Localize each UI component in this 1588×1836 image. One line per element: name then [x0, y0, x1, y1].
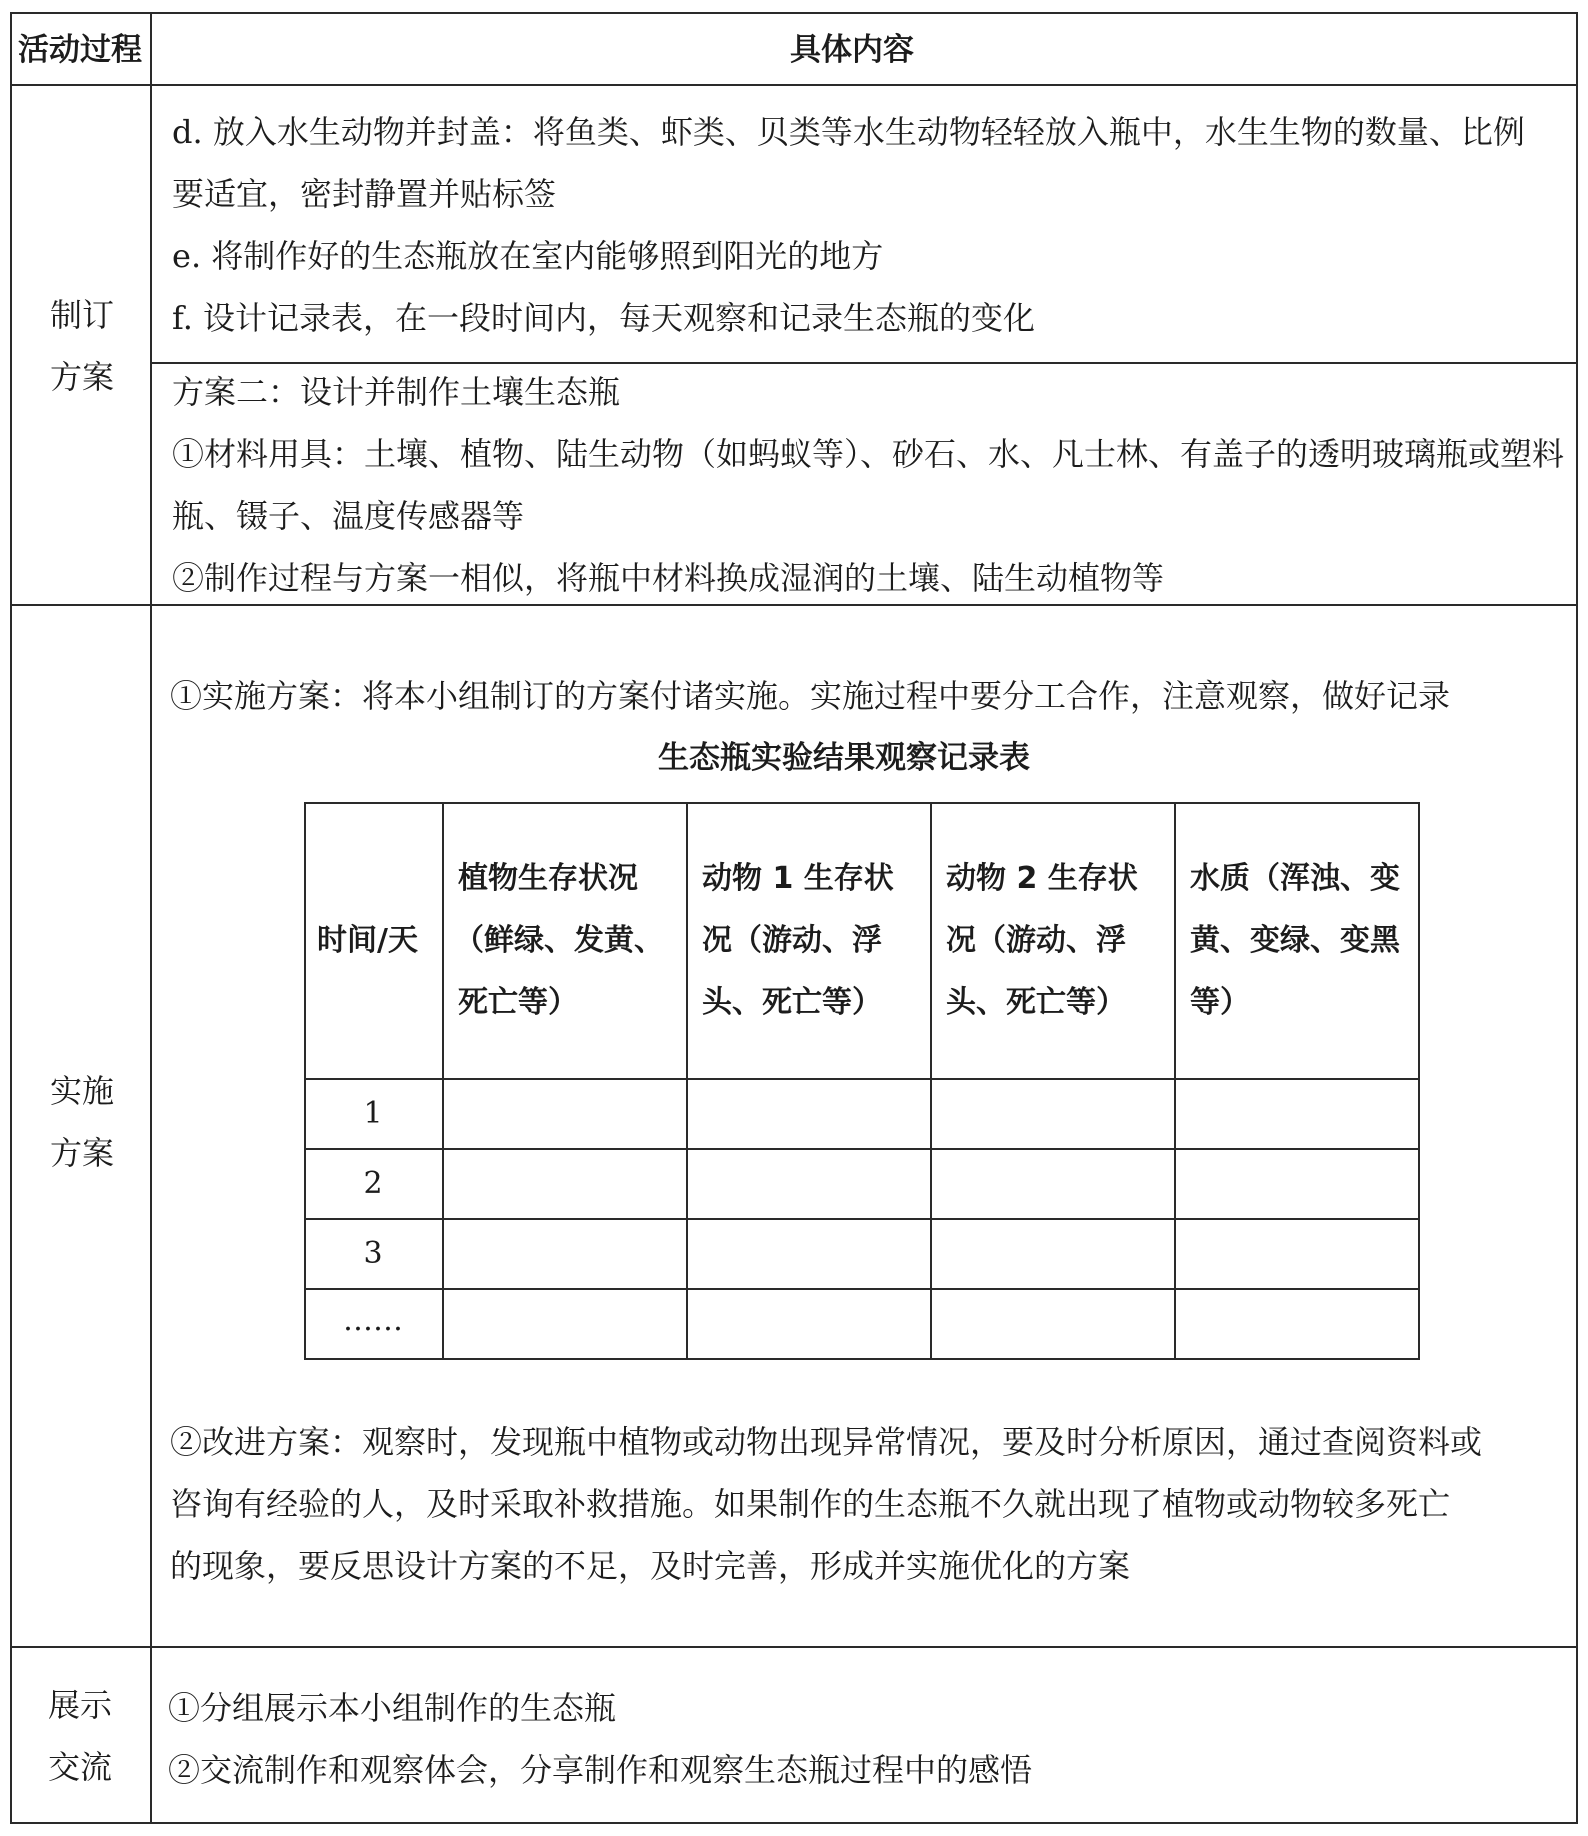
section-label-plan-line2: 方案 [49, 358, 114, 396]
section-label-implement [12, 1060, 152, 1184]
column-header-water-line: 黄、变绿、变黑 [1190, 923, 1400, 958]
table-row-day: 3 [363, 1236, 383, 1271]
section-label-plan-line1: 制订 [49, 296, 114, 334]
column-header-animal2-line: 动物 2 生存状 [946, 861, 1138, 896]
improve-text-line: 的现象，要反思设计方案的不足，及时完善，形成并实施优化的方案 [170, 1547, 1131, 1585]
share-text-line: ②交流制作和观察体会，分享制作和观察生态瓶过程中的感悟 [168, 1751, 1033, 1789]
header-specific-content: 具体内容 [790, 32, 914, 68]
table-row-day: …… [343, 1303, 403, 1338]
implement-intro: ①实施方案：将本小组制订的方案付诸实施。实施过程中要分工合作，注意观察，做好记录 [170, 677, 1451, 715]
header-activity-process: 活动过程 [18, 32, 142, 68]
record-table-vline [930, 802, 932, 1360]
column-header-plant-line: （鲜绿、发黄、 [454, 923, 664, 958]
improve-text-line: 咨询有经验的人，及时采取补救措施。如果制作的生态瓶不久就出现了植物或动物较多死亡 [170, 1485, 1451, 1523]
column-header-time: 时间/天 [317, 923, 418, 958]
plan-text-line: d. 放入水生动物并封盖：将鱼类、虾类、贝类等水生动物轻轻放入瓶中，水生生物的数量、比例 [172, 113, 1525, 151]
record-table-hline [304, 1288, 1420, 1290]
plan-two-line: 瓶、镊子、温度传感器等 [172, 497, 525, 535]
column-header-plant-line: 植物生存状况 [458, 861, 638, 896]
plan-text-line: f. 设计记录表，在一段时间内，每天观察和记录生态瓶的变化 [172, 299, 1036, 337]
plan-two-line: ①材料用具：土壤、植物、陆生动物（如蚂蚁等）、砂石、水、凡士林、有盖子的透明玻璃瓶或塑料 [172, 435, 1565, 473]
table-row-day: 1 [363, 1096, 383, 1131]
column-header-animal1-line: 头、死亡等） [702, 985, 882, 1020]
improve-text-line: ②改进方案：观察时，发现瓶中植物或动物出现异常情况，要及时分析原因，通过查阅资料或 [170, 1423, 1483, 1461]
outer-border-bottom [10, 1822, 1578, 1824]
record-table-hline [304, 1078, 1420, 1080]
section-divider-plan [10, 604, 1578, 606]
record-table-hline [304, 1218, 1420, 1220]
plan-two-line: ②制作过程与方案一相似，将瓶中材料换成湿润的土壤、陆生动植物等 [172, 559, 1165, 597]
column-header-water-line: 等） [1190, 985, 1250, 1020]
plan-text-line: 要适宜，密封静置并贴标签 [172, 175, 557, 213]
column-header-animal2-line: 头、死亡等） [946, 985, 1126, 1020]
plan-text-line: e. 将制作好的生态瓶放在室内能够照到阳光的地方 [172, 237, 884, 275]
plan-subdivider [150, 362, 1578, 364]
outer-border-right [1576, 12, 1578, 1824]
section-label-share-line1: 展示 [47, 1686, 112, 1724]
plan-two-title: 方案二：设计并制作土壤生态瓶 [172, 373, 621, 411]
section-label-share [10, 1674, 150, 1798]
column-header-animal1-line: 况（游动、浮 [702, 923, 882, 958]
record-table-vline [442, 802, 444, 1360]
column-header-animal2-line: 况（游动、浮 [946, 923, 1126, 958]
section-label-share-line2: 交流 [47, 1748, 112, 1786]
record-table-vline [1174, 802, 1176, 1360]
section-label-implement-line1: 实施 [49, 1072, 114, 1110]
column-header-plant-line: 死亡等） [458, 985, 578, 1020]
table-row-day: 2 [363, 1166, 383, 1201]
record-table-hline [304, 1148, 1420, 1150]
outer-border-top [10, 12, 1578, 14]
header-divider [10, 84, 1578, 86]
column-header-water-line: 水质（浑浊、变 [1190, 861, 1400, 896]
share-text-line: ①分组展示本小组制作的生态瓶 [168, 1689, 617, 1727]
record-table-vline [686, 802, 688, 1360]
section-label-plan [12, 284, 152, 408]
section-label-implement-line2: 方案 [49, 1134, 114, 1172]
column-header-animal1-line: 动物 1 生存状 [702, 861, 894, 896]
section-divider-implement [10, 1646, 1578, 1648]
record-table-title: 生态瓶实验结果观察记录表 [658, 740, 1030, 776]
